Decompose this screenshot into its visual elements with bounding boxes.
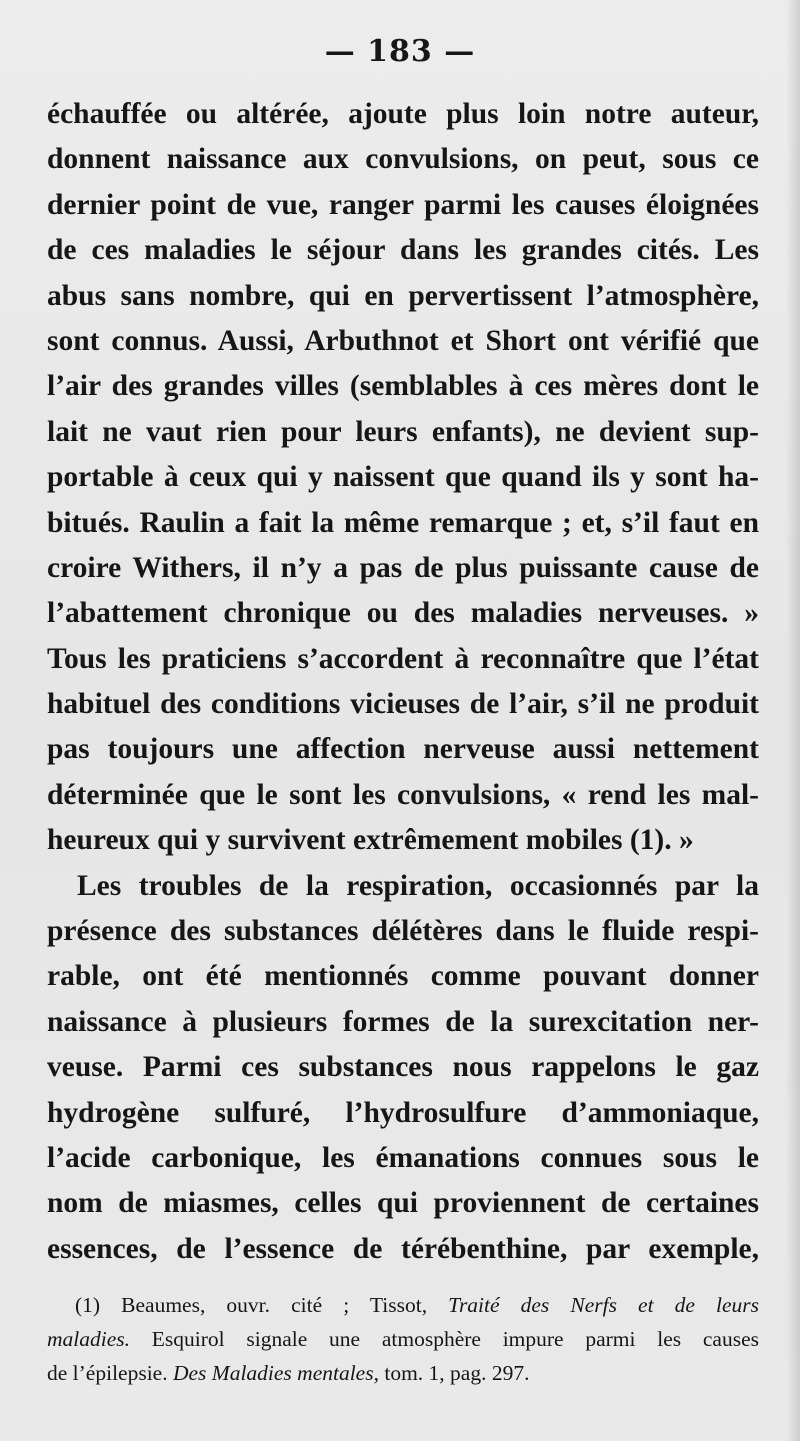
text-line: échauffée ou altérée, ajoute plus loin notre auteur,: [47, 98, 759, 130]
text-line: essences, de l’essence de térébenthine, par exemple,: [47, 1232, 759, 1265]
footnote-line: [47, 1288, 759, 1322]
body-text: [47, 92, 759, 1272]
footnote-text: , tom. 1, pag. 297.: [373, 1361, 530, 1385]
text-line: bitués. Raulin a fait la même remarque ; et, s’il faut en: [47, 506, 759, 539]
footnote-text: de l’épilepsie.: [47, 1361, 168, 1385]
footnote-line: [47, 1322, 759, 1356]
text-line: l’abattement chronique ou des maladies nerveuses. »: [47, 597, 759, 630]
text-line: l’air des grandes villes (semblables à ces mères dont le: [47, 370, 759, 403]
footnote-line: [47, 1356, 759, 1390]
text-line: donnent naissance aux convulsions, on peut, sous ce: [47, 143, 759, 176]
text-line: heureux qui y survivent extrêmement mobiles (1). »: [47, 824, 694, 857]
text-line: habituel des conditions vicieuses de l’air, s’il ne produit: [47, 688, 759, 721]
text-line: nom de miasmes, celles qui proviennent de certaines: [47, 1187, 759, 1220]
text-line: déterminée que le sont les convulsions, « rend les mal-: [47, 778, 759, 811]
footnote-italic-title: maladies.: [47, 1327, 131, 1351]
text-line: sont connus. Aussi, Arbuthnot et Short ont vérifié que: [47, 324, 759, 357]
footnote-text: Esquirol signale une atmosphère impure parmi les causes: [151, 1327, 760, 1351]
text-line: Tous les praticiens s’accordent à reconnaître que l’état: [47, 642, 759, 675]
text-line: naissance à plusieurs formes de la surexcitation ner-: [47, 1005, 759, 1038]
text-line: lait ne vaut rien pour leurs enfants), ne devient sup-: [47, 415, 759, 448]
text-line: dernier point de vue, ranger parmi les causes éloignées: [47, 188, 759, 221]
footnote-text: (1) Beaumes, ouvr. cité ; Tissot,: [75, 1293, 428, 1317]
text-line: de ces maladies le séjour dans les grandes cités. Les: [47, 234, 759, 267]
page-number: — 183 —: [324, 34, 476, 69]
text-line: abus sans nombre, qui en pervertissent l’atmosphère,: [47, 279, 759, 312]
text-line: présence des substances délétères dans le fluide respi-: [47, 915, 759, 948]
text-line: pas toujours une affection nerveuse aussi nettement: [47, 733, 759, 766]
page-edge-shadow: [786, 0, 800, 1441]
footnote-italic-title: Traité des Nerfs et de leurs: [448, 1293, 760, 1317]
paragraph-first-line: Les troubles de la respiration, occasionnés par la: [77, 869, 759, 902]
footnote-italic-title: Des Maladies mentales: [172, 1361, 374, 1385]
footnote: [47, 1288, 759, 1390]
text-line: hydrogène sulfuré, l’hydrosulfure d’ammoniaque,: [47, 1096, 759, 1129]
text-line: portable à ceux qui y naissent que quand ils y sont ha-: [47, 461, 759, 494]
text-line: veuse. Parmi ces substances nous rappelons le gaz: [47, 1051, 759, 1084]
text-line: croire Withers, il n’y a pas de plus puissante cause de: [47, 551, 759, 584]
text-line: rable, ont été mentionnés comme pouvant donner: [47, 960, 759, 993]
text-line: l’acide carbonique, les émanations connues sous le: [47, 1141, 759, 1174]
